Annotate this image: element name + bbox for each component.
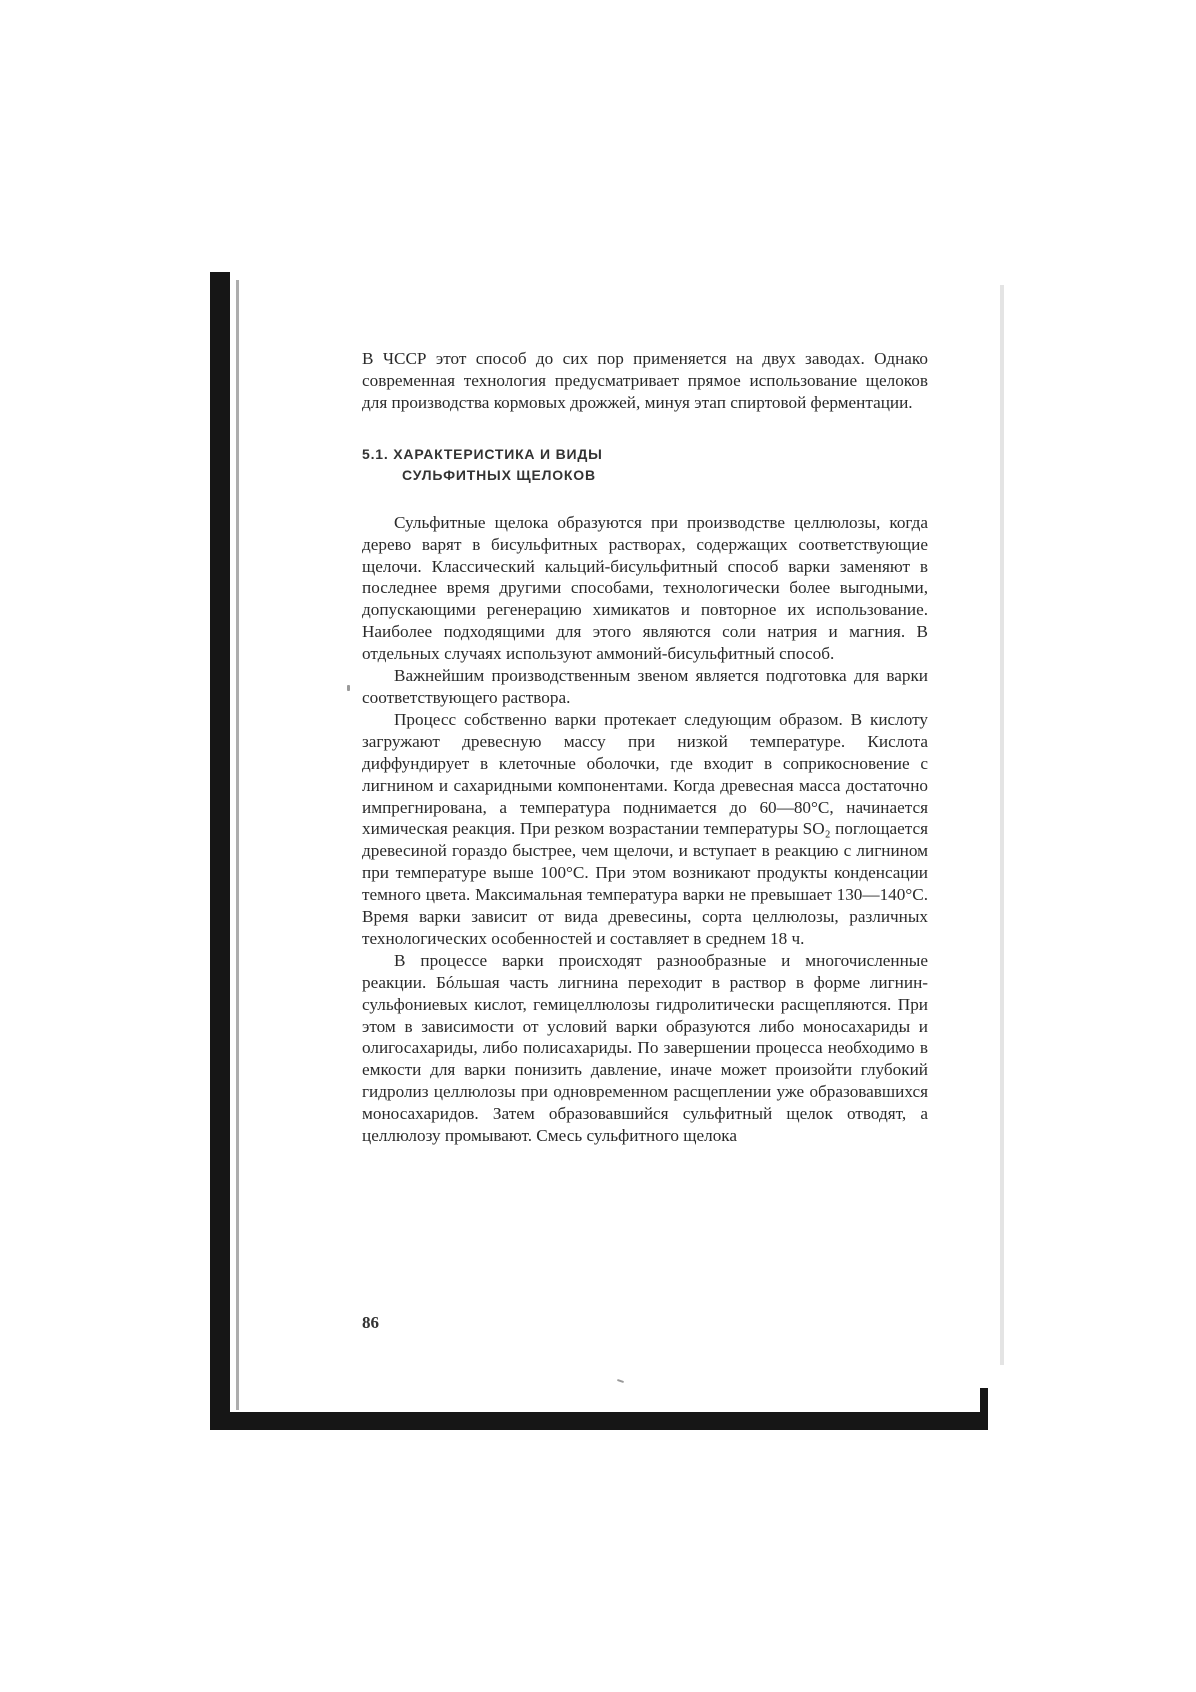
page-text xyxy=(362,348,928,1147)
scan-speck xyxy=(617,1379,624,1383)
section-title-line1: ХАРАКТЕРИСТИКА И ВИДЫ xyxy=(393,445,603,462)
scan-left-shadow xyxy=(236,280,239,1410)
scan-right-shadow xyxy=(1000,285,1004,1365)
scan-speck xyxy=(347,685,350,691)
scan-right-corner xyxy=(980,1388,988,1430)
section-heading xyxy=(362,444,928,486)
section-title-line2: СУЛЬФИТНЫХ ЩЕЛОКОВ xyxy=(402,466,596,483)
section-number: 5.1. xyxy=(362,445,389,462)
paragraph: Процесс собственно варки протекает следующим образом. В кислоту загружают древесную массу при низкой температуре. Кислота диффундирует в клеточные оболочки, где входит в соприкосновение с лигнином и сахаридными компонентами. Когда древесная масса достаточно импрегнирована, а температура поднимается до 60—80°С, начинается химическая реакция. При резком возрастании температуры SO₂ поглощается древесиной гораздо быстрее, чем щелочи, и вступает в реакцию с лигнином при температуре выше 100°С. При этом возникают продукты конденсации темного цвета. Максимальная температура варки не превышает 130—140°С. Время варки зависит от вида древесины, сорта целлюлозы, различных технологических особенностей и составляет в среднем 18 ч. xyxy=(362,709,928,948)
scan-left-edge xyxy=(210,272,230,1430)
page-number: 86 xyxy=(362,1313,379,1332)
paragraph: Важнейшим производственным звеном является подготовка для варки соответствующего раствора. xyxy=(362,666,928,707)
intro-paragraph: В ЧССР этот способ до сих пор применяется на двух заводах. Однако современная технология предусматривает прямое использование щелоков для производства кормовых дрожжей, минуя этап спиртовой ферментации. xyxy=(362,349,928,412)
paragraph: Сульфитные щелока образуются при производстве целлюлозы, когда дерево варят в бисульфитных растворах, содержащих соответствующие щелочи. Классический кальций-бисульфитный способ варки заменяют в последнее время другими способами, технологически более выгодными, допускающими регенерацию химикатов и повторное их использование. Наиболее подходящими для этого являются соли натрия и магния. В отдельных случаях используют аммоний-бисульфитный способ. xyxy=(362,512,928,664)
scan-bottom-edge xyxy=(210,1412,988,1430)
paragraph: В процессе варки происходят разнообразные и многочисленные реакции. Бóльшая часть лигнина переходит в раствор в форме лигнин-сульфониевых кислот, гемицеллюлозы гидролитически расщепляются. При этом в зависимости от условий варки образуются либо моносахариды и олигосахариды, либо полисахариды. По завершении процесса необходимо в емкости для варки понизить давление, иначе может произойти глубокий гидролиз целлюлозы при одновременном расщеплении уже образовавшихся моносахаридов. Затем образовавшийся сульфитный щелок отводят, а целлюлозу промывают. Смесь сульфитного щелока xyxy=(362,950,928,1146)
